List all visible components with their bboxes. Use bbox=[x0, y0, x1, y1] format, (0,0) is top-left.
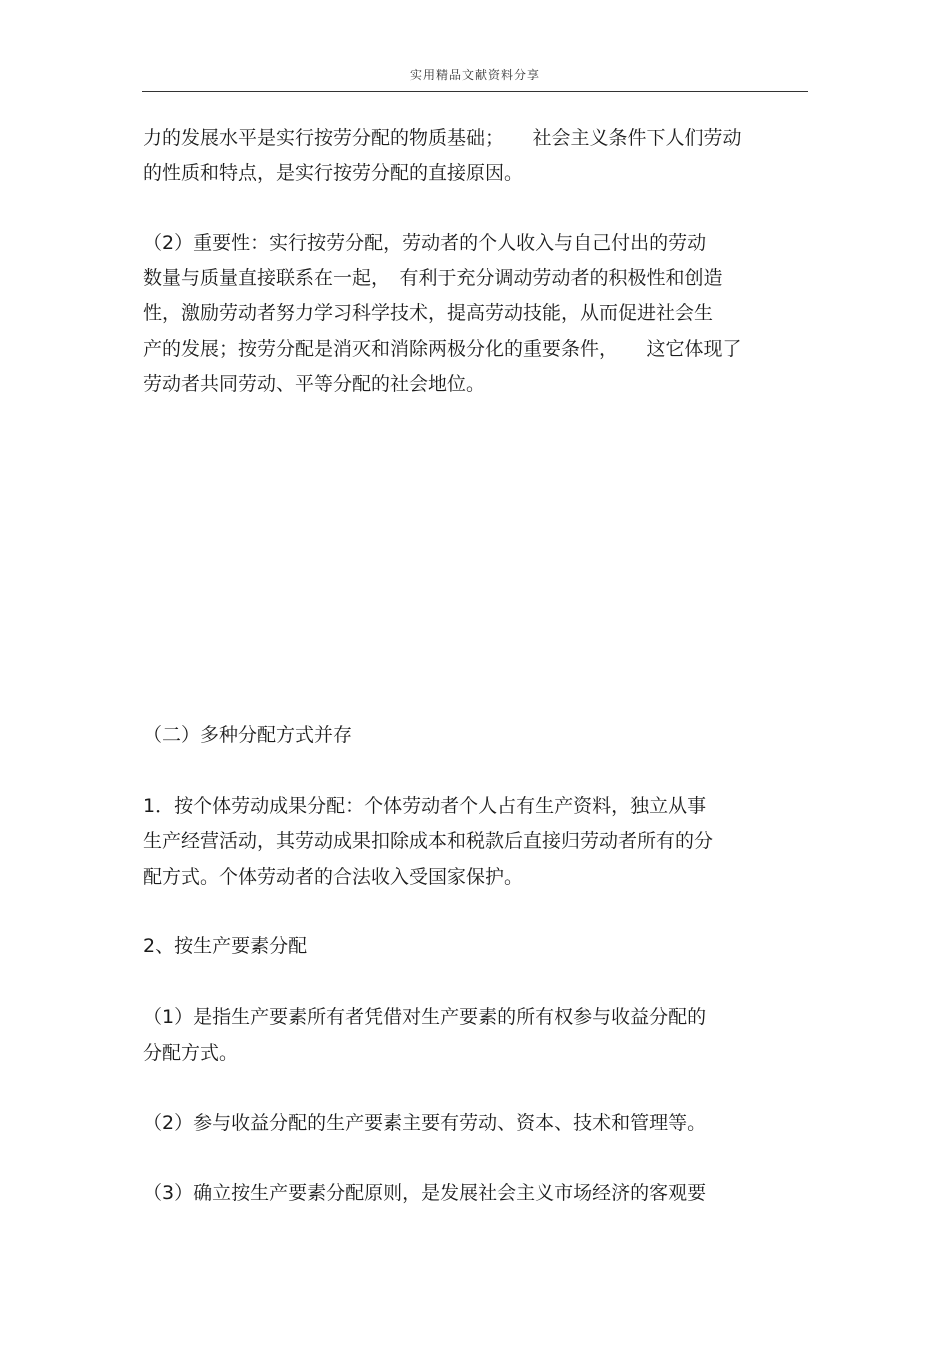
body-text-line: 性，激励劳动者努力学习科学技术，提高劳动技能，从而促进社会生 bbox=[143, 302, 714, 324]
body-text-line: 配方式。个体劳动者的合法收入受国家保护。 bbox=[143, 866, 524, 888]
body-text-line: 1．按个体劳动成果分配：个体劳动者个人占有生产资料，独立从事 bbox=[143, 795, 707, 817]
body-text-line: （2）参与收益分配的生产要素主要有劳动、资本、技术和管理等。 bbox=[143, 1112, 707, 1134]
body-text-line: 的性质和特点，是实行按劳分配的直接原因。 bbox=[143, 162, 524, 184]
page-header-title: 实用精品文献资料分享 bbox=[409, 68, 540, 82]
body-text-line: （1）是指生产要素所有者凭借对生产要素的所有权参与收益分配的 bbox=[143, 1006, 707, 1028]
body-text-line: 力的发展水平是实行按劳分配的物质基础； 社会主义条件下人们劳动 bbox=[143, 127, 742, 149]
body-text-line: 劳动者共同劳动、平等分配的社会地位。 bbox=[143, 373, 486, 395]
header-divider bbox=[142, 91, 808, 92]
body-text-line: 产的发展；按劳分配是消灭和消除两极分化的重要条件， 这它体现了 bbox=[143, 338, 742, 360]
subsection-heading: 2、按生产要素分配 bbox=[143, 935, 308, 957]
body-text-line: （2）重要性：实行按劳分配，劳动者的个人收入与自己付出的劳动 bbox=[143, 232, 707, 254]
body-text-line: 生产经营活动，其劳动成果扣除成本和税款后直接归劳动者所有的分 bbox=[143, 830, 714, 852]
body-text-line: （3）确立按生产要素分配原则，是发展社会主义市场经济的客观要 bbox=[143, 1182, 707, 1204]
body-text-line: 数量与质量直接联系在一起， 有利于充分调动劳动者的积极性和创造 bbox=[143, 267, 723, 289]
body-text-line: 分配方式。 bbox=[143, 1042, 239, 1064]
section-heading: （二）多种分配方式并存 bbox=[143, 724, 353, 746]
